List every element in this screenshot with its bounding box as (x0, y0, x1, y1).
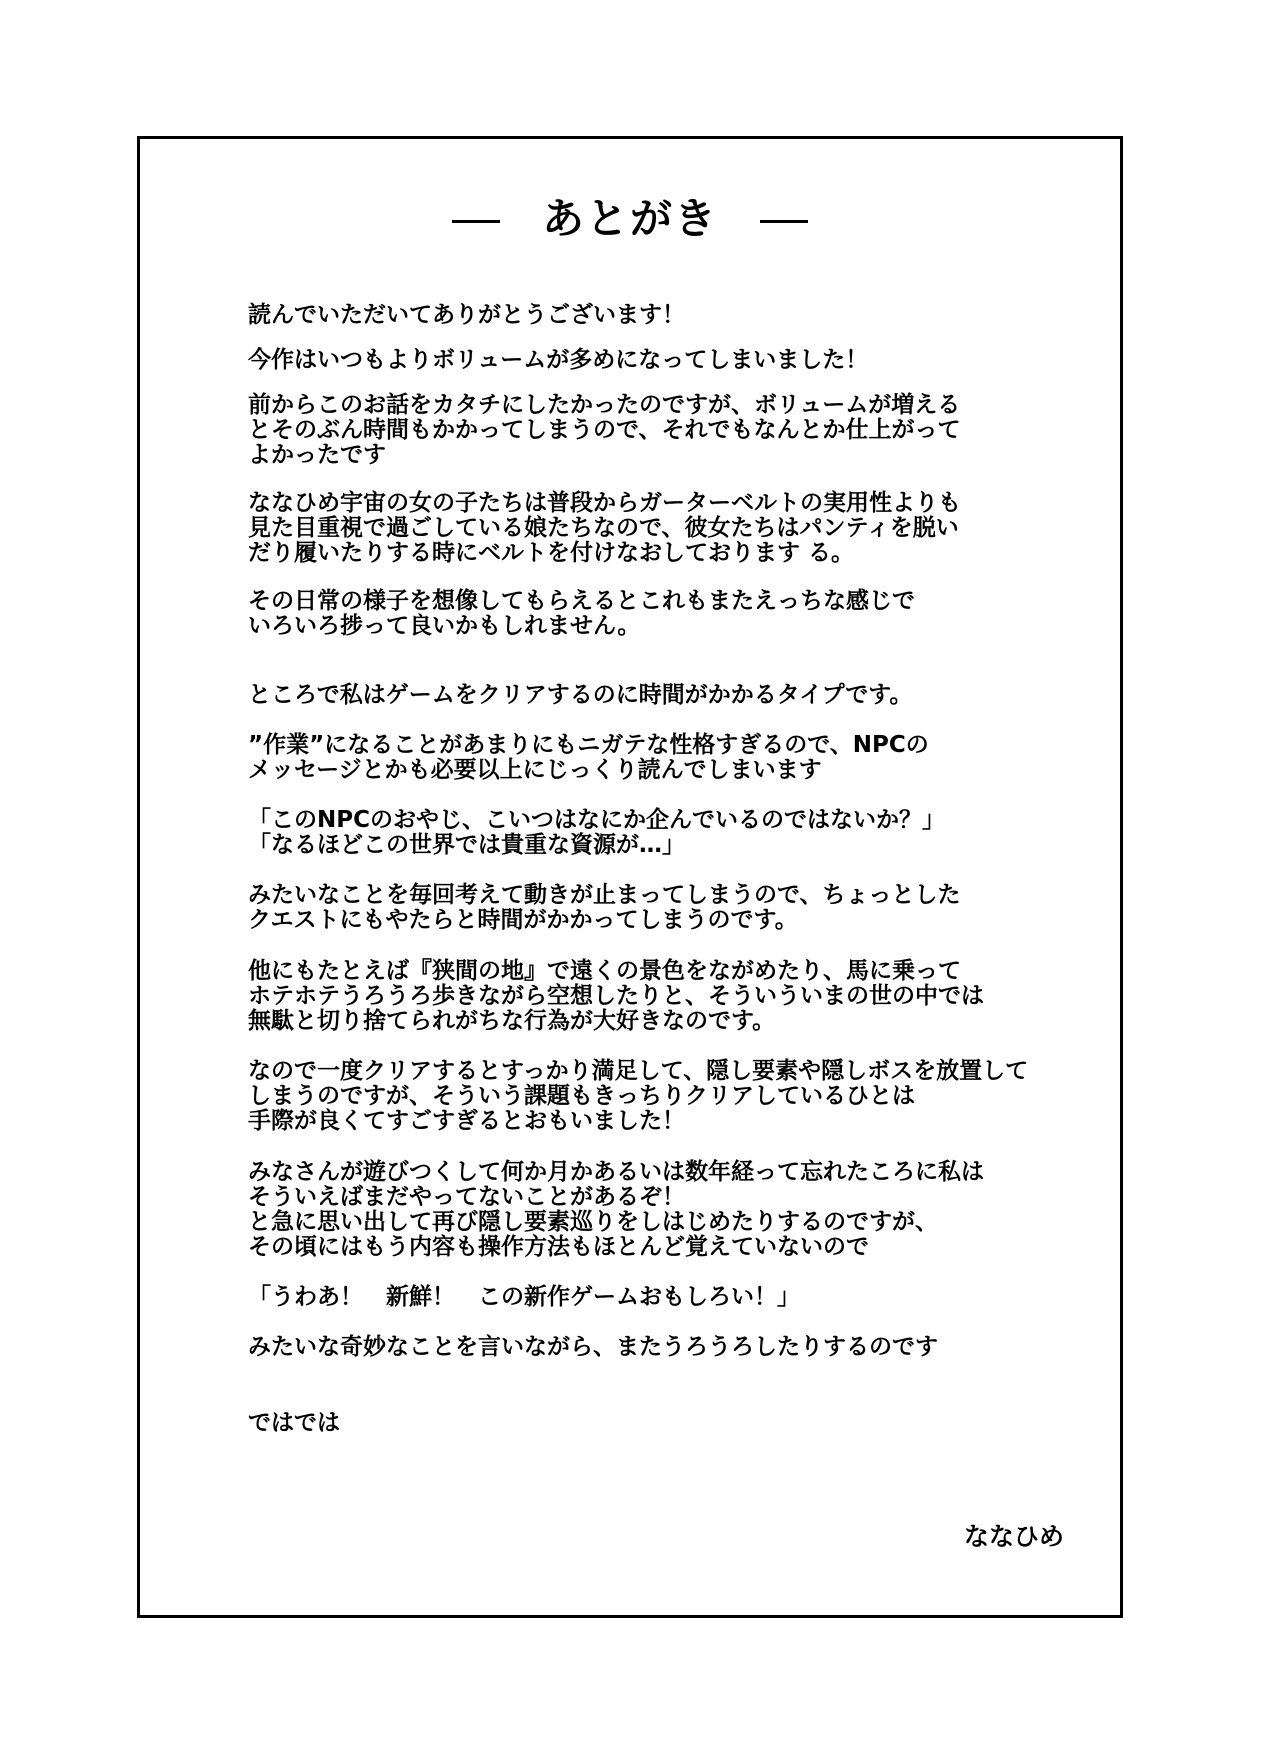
paragraph (248, 1285, 1108, 1310)
text-line: みたいな奇妙なことを言いながら、またうろうろしたりするのです (248, 1334, 938, 1360)
text-line: とそのぶん時間もかかってしまうので、それでもなんとか仕上がって (248, 417, 961, 443)
paragraph (248, 733, 1108, 783)
text-line: そういえばまだやってないことがあるぞ！ (248, 1184, 685, 1210)
title-heading (140, 189, 1120, 249)
paragraph (248, 808, 1108, 858)
text-line: 読んでいただいてありがとうございます！ (248, 302, 685, 328)
text-line: いろいろ捗って良いかもしれません。 (248, 613, 641, 639)
paragraph (248, 959, 1108, 1034)
paragraph (248, 683, 1108, 708)
title-dash-right (760, 220, 808, 223)
text-line: みたいなことを毎回考えて動きが止まってしまうので、ちょっとした (248, 882, 961, 908)
text-line: その頃にはもう内容も操作方法もほとんど覚えていないので (248, 1234, 869, 1260)
afterword-body (248, 303, 1108, 1436)
text-line: ところで私はゲームをクリアするのに時間がかかるタイプです。 (248, 682, 913, 708)
paragraph (248, 1411, 1108, 1436)
afterword-frame (137, 136, 1123, 1618)
author-signature: ななひめ (963, 1522, 1064, 1551)
text-line: ホテホテうろうろ歩きながら空想したりと、そういういまの世の中では (248, 983, 984, 1009)
text-line: みなさんが遊びつくして何か月かあるいは数年経って忘れたころに私は (248, 1159, 984, 1185)
text-line: 手際が良くてすごすぎるとおもいました！ (248, 1108, 685, 1134)
text-line: ではでは (248, 1410, 340, 1436)
title-text: あとがき (541, 194, 718, 243)
paragraph (248, 491, 1108, 566)
text-line: クエストにもやたらと時間がかかってしまうのです。 (248, 907, 798, 933)
text-line: 無駄と切り捨てられがちな行為が大好きなのです。 (248, 1008, 776, 1034)
text-line: 「このNPCのおやじ、こいつはなにか企んでいるのではないか？」 (248, 807, 945, 833)
paragraph (248, 1059, 1108, 1134)
text-line: 「なるほどこの世界では貴重な資源が…」 (248, 832, 685, 858)
paragraph (248, 589, 1108, 639)
text-line: ななひめ宇宙の女の子たちは普段からガーターベルトの実用性よりも (248, 490, 961, 516)
text-line: その日常の様子を想像してもらえるとこれもまたえっちな感じで (248, 588, 915, 614)
text-line: と急に思い出して再び隠し要素巡りをしはじめたりするのですが、 (248, 1209, 938, 1235)
text-line: なので一度クリアするとすっかり満足して、隠し要素や隠しボスを放置して (248, 1058, 1029, 1084)
text-line: だり履いたりする時にベルトを付けなおしております る。 (248, 540, 855, 566)
paragraph (248, 883, 1108, 933)
paragraph (248, 348, 1108, 373)
paragraph (248, 1160, 1108, 1260)
text-line: 「うわあ！ 新鮮！ この新作ゲームおもしろい！」 (248, 1284, 800, 1310)
text-line: 他にもたとえば『狭間の地』で遠くの景色をながめたり、馬に乗って (248, 958, 961, 984)
text-line: メッセージとかも必要以上にじっくり読んでしまいます (248, 757, 822, 783)
text-line: 見た目重視で過ごしている娘たちなので、彼女たちはパンティを脱い (248, 515, 959, 541)
text-line: しまうのですが、そういう課題もきっちりクリアしているひとは (248, 1083, 915, 1109)
text-line: 今作はいつもよりボリュームが多めになってしまいました！ (248, 347, 869, 373)
title-dash-left (452, 220, 500, 223)
text-line: よかったです (248, 442, 386, 468)
paragraph (248, 393, 1108, 468)
paragraph (248, 303, 1108, 328)
text-line: 前からこのお話をカタチにしたかったのですが、ボリュームが増える (248, 392, 961, 418)
paragraph (248, 1335, 1108, 1360)
text-line: ”作業”になることがあまりにもニガテな性格すぎるので、NPCの (248, 732, 929, 758)
